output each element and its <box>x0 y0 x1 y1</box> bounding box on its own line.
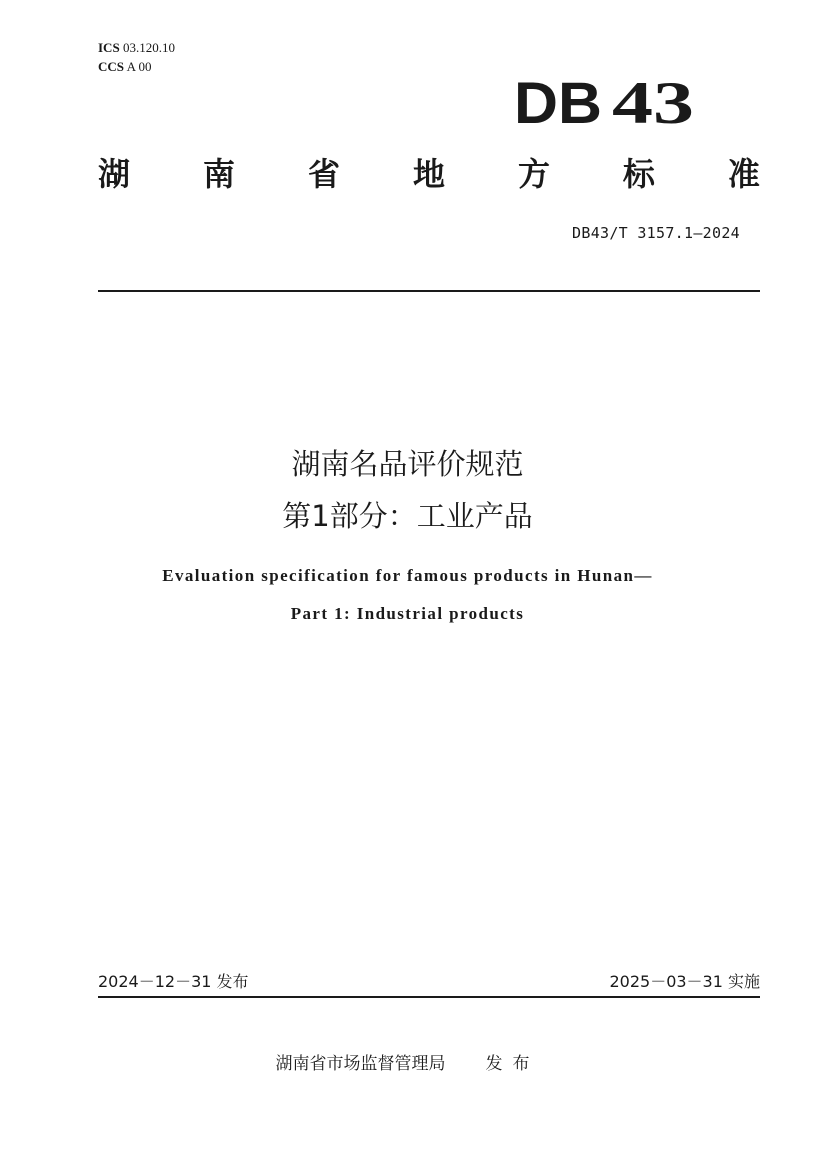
doc-type-char: 地 <box>412 155 445 193</box>
title-en-line1: Evaluation specification for famous products in Hunan— <box>162 566 653 585</box>
bottom-divider <box>98 996 760 998</box>
db43-logo <box>514 70 704 134</box>
release-date: 2024－12－31 发布 <box>98 972 249 991</box>
issuer-action: 发布 <box>485 1054 540 1074</box>
ccs-code: CCS A 00 <box>98 59 152 74</box>
doc-type-char: 方 <box>517 155 550 193</box>
doc-type-char: 省 <box>307 155 340 193</box>
classification-codes <box>98 38 175 76</box>
doc-type-char: 准 <box>727 155 760 193</box>
logo-number: 43 <box>612 70 694 134</box>
doc-type-char: 南 <box>202 155 235 193</box>
title-cn-line1: 湖南名品评价规范 <box>291 447 524 481</box>
issuer <box>0 1052 815 1076</box>
doc-type-char: 湖 <box>98 155 131 193</box>
top-divider <box>98 290 760 292</box>
implement-date: 2025－03－31 实施 <box>609 972 760 991</box>
ics-code: ICS 03.120.10 <box>98 40 175 55</box>
logo-letters: DB <box>514 71 602 134</box>
title-en-line2: Part 1: Industrial products <box>290 604 525 623</box>
standard-number: DB43/T 3157.1—2024 <box>572 224 740 242</box>
doc-type-heading <box>98 150 760 198</box>
title-cn-line2: 第1部分：工业产品 <box>282 499 533 533</box>
issuer-name: 湖南省市场监督管理局 <box>275 1054 446 1074</box>
doc-type-char: 标 <box>622 155 655 193</box>
